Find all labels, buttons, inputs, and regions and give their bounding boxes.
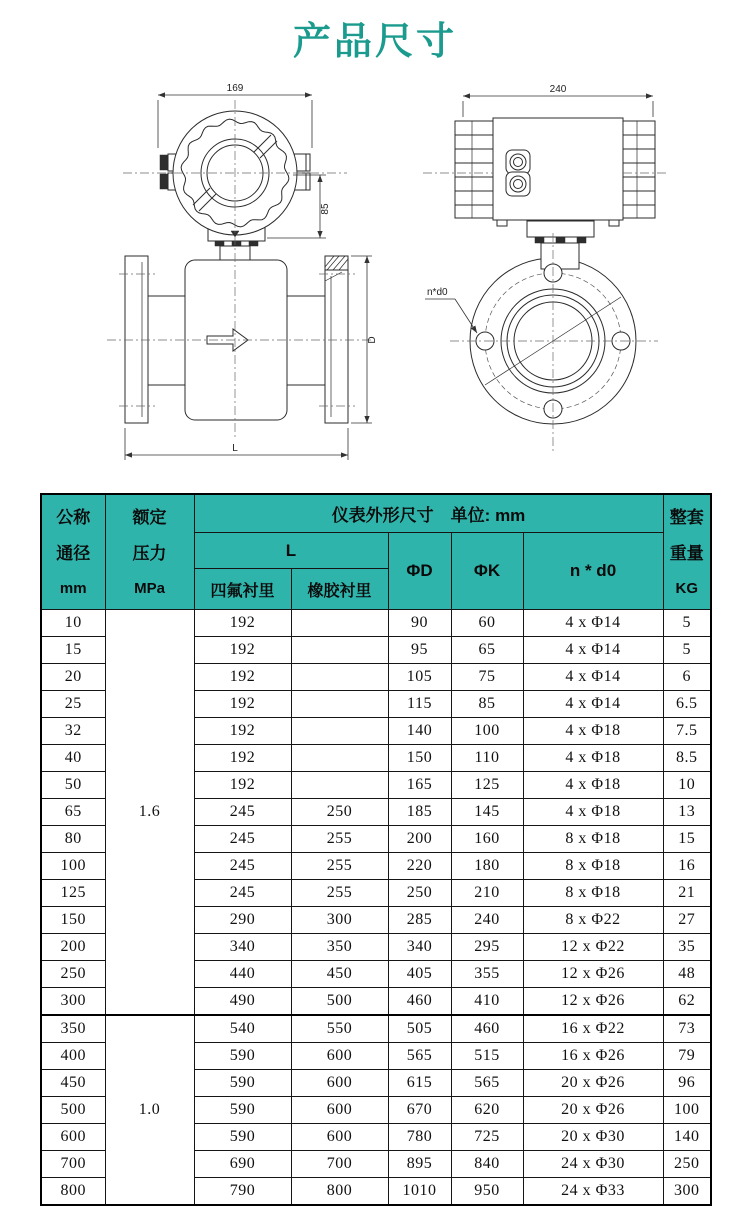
cell-n-d0: 4 x Φ18: [523, 799, 663, 826]
cell-phi-k: 840: [451, 1151, 523, 1178]
cell-weight: 27: [663, 907, 711, 934]
cell-n-d0: 24 x Φ33: [523, 1178, 663, 1206]
cell-phi-d: 780: [388, 1124, 451, 1151]
header-n-d0: n * d0: [523, 533, 663, 610]
cell-phi-k: 60: [451, 610, 523, 637]
cell-nominal-diameter: 15: [41, 637, 105, 664]
cell-l-ptfe: 245: [194, 880, 291, 907]
cell-l-ptfe: 192: [194, 691, 291, 718]
cell-phi-k: 725: [451, 1124, 523, 1151]
dim-label-85: 85: [320, 203, 331, 215]
cell-l-rubber: [291, 718, 388, 745]
cell-phi-k: 110: [451, 745, 523, 772]
table-row: [41, 1015, 711, 1043]
cell-nominal-diameter: 65: [41, 799, 105, 826]
dimensions-table: [40, 493, 712, 1206]
cell-l-rubber: [291, 772, 388, 799]
cell-weight: 5: [663, 610, 711, 637]
cell-weight: 35: [663, 934, 711, 961]
cell-l-ptfe: 192: [194, 637, 291, 664]
cell-n-d0: 8 x Φ22: [523, 907, 663, 934]
header-nominal-diameter: 公称 通径 mm: [41, 494, 105, 610]
cell-phi-k: 460: [451, 1015, 523, 1043]
cell-l-rubber: [291, 664, 388, 691]
cell-phi-d: 140: [388, 718, 451, 745]
cell-l-ptfe: 590: [194, 1070, 291, 1097]
cell-n-d0: 8 x Φ18: [523, 826, 663, 853]
cell-weight: 6: [663, 664, 711, 691]
cell-l-ptfe: 790: [194, 1178, 291, 1206]
cell-phi-k: 180: [451, 853, 523, 880]
cell-l-rubber: [291, 610, 388, 637]
dim-label-L: L: [232, 443, 238, 454]
cell-nominal-diameter: 80: [41, 826, 105, 853]
cell-phi-d: 565: [388, 1043, 451, 1070]
cell-l-rubber: 500: [291, 988, 388, 1016]
cell-phi-d: 115: [388, 691, 451, 718]
dim-label-169: 169: [226, 83, 244, 94]
cell-nominal-diameter: 40: [41, 745, 105, 772]
cell-phi-k: 565: [451, 1070, 523, 1097]
cell-phi-d: 505: [388, 1015, 451, 1043]
cell-l-ptfe: 690: [194, 1151, 291, 1178]
cell-l-rubber: 255: [291, 853, 388, 880]
cell-l-ptfe: 245: [194, 853, 291, 880]
cell-phi-k: 65: [451, 637, 523, 664]
cell-l-rubber: [291, 691, 388, 718]
cell-n-d0: 4 x Φ14: [523, 610, 663, 637]
cell-nominal-diameter: 32: [41, 718, 105, 745]
cell-n-d0: 16 x Φ26: [523, 1043, 663, 1070]
cell-weight: 8.5: [663, 745, 711, 772]
dim-label-240: 240: [549, 84, 567, 95]
cell-phi-k: 620: [451, 1097, 523, 1124]
cell-l-rubber: 600: [291, 1043, 388, 1070]
cell-l-ptfe: 540: [194, 1015, 291, 1043]
cell-l-ptfe: 192: [194, 664, 291, 691]
cell-nominal-diameter: 20: [41, 664, 105, 691]
cell-nominal-diameter: 50: [41, 772, 105, 799]
header-ptfe-lining: 四氟衬里: [194, 569, 291, 610]
dim-label-D: D: [367, 336, 378, 344]
cell-phi-k: 145: [451, 799, 523, 826]
cell-weight: 250: [663, 1151, 711, 1178]
cell-l-ptfe: 590: [194, 1043, 291, 1070]
cell-l-ptfe: 440: [194, 961, 291, 988]
cell-weight: 13: [663, 799, 711, 826]
cell-l-rubber: [291, 637, 388, 664]
cell-l-ptfe: 192: [194, 718, 291, 745]
cell-phi-d: 220: [388, 853, 451, 880]
cell-weight: 100: [663, 1097, 711, 1124]
cell-phi-d: 250: [388, 880, 451, 907]
cell-l-rubber: 300: [291, 907, 388, 934]
cell-l-ptfe: 192: [194, 610, 291, 637]
cell-nominal-diameter: 600: [41, 1124, 105, 1151]
cell-phi-d: 615: [388, 1070, 451, 1097]
cell-weight: 15: [663, 826, 711, 853]
cell-phi-d: 895: [388, 1151, 451, 1178]
cell-l-rubber: 800: [291, 1178, 388, 1206]
cell-nominal-diameter: 25: [41, 691, 105, 718]
header-total-weight: 整套 重量 KG: [663, 494, 711, 610]
cell-l-rubber: 450: [291, 961, 388, 988]
cell-weight: 21: [663, 880, 711, 907]
cell-n-d0: 16 x Φ22: [523, 1015, 663, 1043]
cell-n-d0: 4 x Φ18: [523, 772, 663, 799]
table-row: [41, 610, 711, 637]
cell-weight: 300: [663, 1178, 711, 1206]
flowmeter-side-view-drawing: [415, 83, 675, 475]
cell-l-ptfe: 340: [194, 934, 291, 961]
cell-n-d0: 4 x Φ18: [523, 745, 663, 772]
header-phi-k: ΦK: [451, 533, 523, 610]
cell-l-ptfe: 245: [194, 826, 291, 853]
cell-n-d0: 12 x Φ22: [523, 934, 663, 961]
cell-rated-pressure: 1.0: [105, 1015, 194, 1205]
cell-phi-k: 410: [451, 988, 523, 1016]
cell-l-rubber: 255: [291, 880, 388, 907]
cell-nominal-diameter: 500: [41, 1097, 105, 1124]
cell-phi-d: 1010: [388, 1178, 451, 1206]
table-header: [41, 494, 711, 610]
cell-n-d0: 20 x Φ26: [523, 1070, 663, 1097]
cell-l-ptfe: 192: [194, 772, 291, 799]
cell-l-ptfe: 290: [194, 907, 291, 934]
cell-phi-d: 90: [388, 610, 451, 637]
cell-phi-k: 950: [451, 1178, 523, 1206]
cell-phi-d: 285: [388, 907, 451, 934]
cell-nominal-diameter: 450: [41, 1070, 105, 1097]
header-rated-pressure: 额定 压力 MPa: [105, 494, 194, 610]
cell-n-d0: 20 x Φ26: [523, 1097, 663, 1124]
cell-rated-pressure: 1.6: [105, 610, 194, 1016]
cell-phi-k: 515: [451, 1043, 523, 1070]
cell-weight: 140: [663, 1124, 711, 1151]
cell-weight: 16: [663, 853, 711, 880]
cell-l-ptfe: 490: [194, 988, 291, 1016]
cell-nominal-diameter: 100: [41, 853, 105, 880]
cell-weight: 96: [663, 1070, 711, 1097]
cell-l-rubber: 700: [291, 1151, 388, 1178]
cell-nominal-diameter: 350: [41, 1015, 105, 1043]
cell-n-d0: 4 x Φ14: [523, 664, 663, 691]
cell-phi-k: 295: [451, 934, 523, 961]
cell-phi-d: 670: [388, 1097, 451, 1124]
cell-nominal-diameter: 200: [41, 934, 105, 961]
cell-phi-d: 200: [388, 826, 451, 853]
cell-phi-k: 75: [451, 664, 523, 691]
cell-l-ptfe: 590: [194, 1124, 291, 1151]
cell-n-d0: 4 x Φ18: [523, 718, 663, 745]
cell-weight: 6.5: [663, 691, 711, 718]
cell-weight: 5: [663, 637, 711, 664]
cell-l-rubber: 350: [291, 934, 388, 961]
cell-l-rubber: 600: [291, 1124, 388, 1151]
cell-nominal-diameter: 150: [41, 907, 105, 934]
cell-n-d0: 4 x Φ14: [523, 637, 663, 664]
cell-l-rubber: [291, 745, 388, 772]
dimensions-table-body: [41, 610, 711, 1206]
flowmeter-front-view-drawing: [95, 78, 385, 476]
cell-phi-d: 405: [388, 961, 451, 988]
cell-l-rubber: 600: [291, 1070, 388, 1097]
cell-weight: 7.5: [663, 718, 711, 745]
cell-phi-d: 340: [388, 934, 451, 961]
cell-nominal-diameter: 400: [41, 1043, 105, 1070]
cell-weight: 62: [663, 988, 711, 1016]
cell-nominal-diameter: 125: [41, 880, 105, 907]
cell-l-rubber: 250: [291, 799, 388, 826]
cell-phi-d: 150: [388, 745, 451, 772]
cell-phi-d: 95: [388, 637, 451, 664]
cell-n-d0: 8 x Φ18: [523, 880, 663, 907]
bolt-hole-label: n*d0: [427, 287, 448, 298]
cell-phi-k: 85: [451, 691, 523, 718]
cell-n-d0: 12 x Φ26: [523, 961, 663, 988]
cell-l-rubber: 255: [291, 826, 388, 853]
cell-nominal-diameter: 10: [41, 610, 105, 637]
cell-phi-k: 355: [451, 961, 523, 988]
fins-left: [455, 121, 493, 218]
cell-n-d0: 24 x Φ30: [523, 1151, 663, 1178]
cell-weight: 73: [663, 1015, 711, 1043]
cell-l-ptfe: 245: [194, 799, 291, 826]
page-title: 产品尺寸: [292, 21, 457, 63]
cell-weight: 48: [663, 961, 711, 988]
cell-n-d0: 4 x Φ14: [523, 691, 663, 718]
cell-l-rubber: 600: [291, 1097, 388, 1124]
cell-n-d0: 8 x Φ18: [523, 853, 663, 880]
cell-phi-d: 460: [388, 988, 451, 1016]
cell-l-ptfe: 590: [194, 1097, 291, 1124]
cell-nominal-diameter: 800: [41, 1178, 105, 1206]
fins-right: [623, 121, 655, 218]
cell-n-d0: 12 x Φ26: [523, 988, 663, 1016]
header-outline-dimensions: 仪表外形尺寸 单位: mm: [194, 494, 663, 533]
cell-phi-d: 185: [388, 799, 451, 826]
cable-glands: [506, 150, 530, 196]
cell-nominal-diameter: 250: [41, 961, 105, 988]
cell-phi-d: 105: [388, 664, 451, 691]
cell-phi-k: 100: [451, 718, 523, 745]
header-L: L: [194, 533, 388, 569]
cell-l-ptfe: 192: [194, 745, 291, 772]
cell-l-rubber: 550: [291, 1015, 388, 1043]
cell-weight: 79: [663, 1043, 711, 1070]
header-rubber-lining: 橡胶衬里: [291, 569, 388, 610]
cell-phi-k: 125: [451, 772, 523, 799]
cell-phi-k: 210: [451, 880, 523, 907]
cell-nominal-diameter: 700: [41, 1151, 105, 1178]
cell-phi-d: 165: [388, 772, 451, 799]
header-phi-d: ΦD: [388, 533, 451, 610]
cell-phi-k: 240: [451, 907, 523, 934]
cell-weight: 10: [663, 772, 711, 799]
cell-n-d0: 20 x Φ30: [523, 1124, 663, 1151]
cell-nominal-diameter: 300: [41, 988, 105, 1016]
cell-phi-k: 160: [451, 826, 523, 853]
